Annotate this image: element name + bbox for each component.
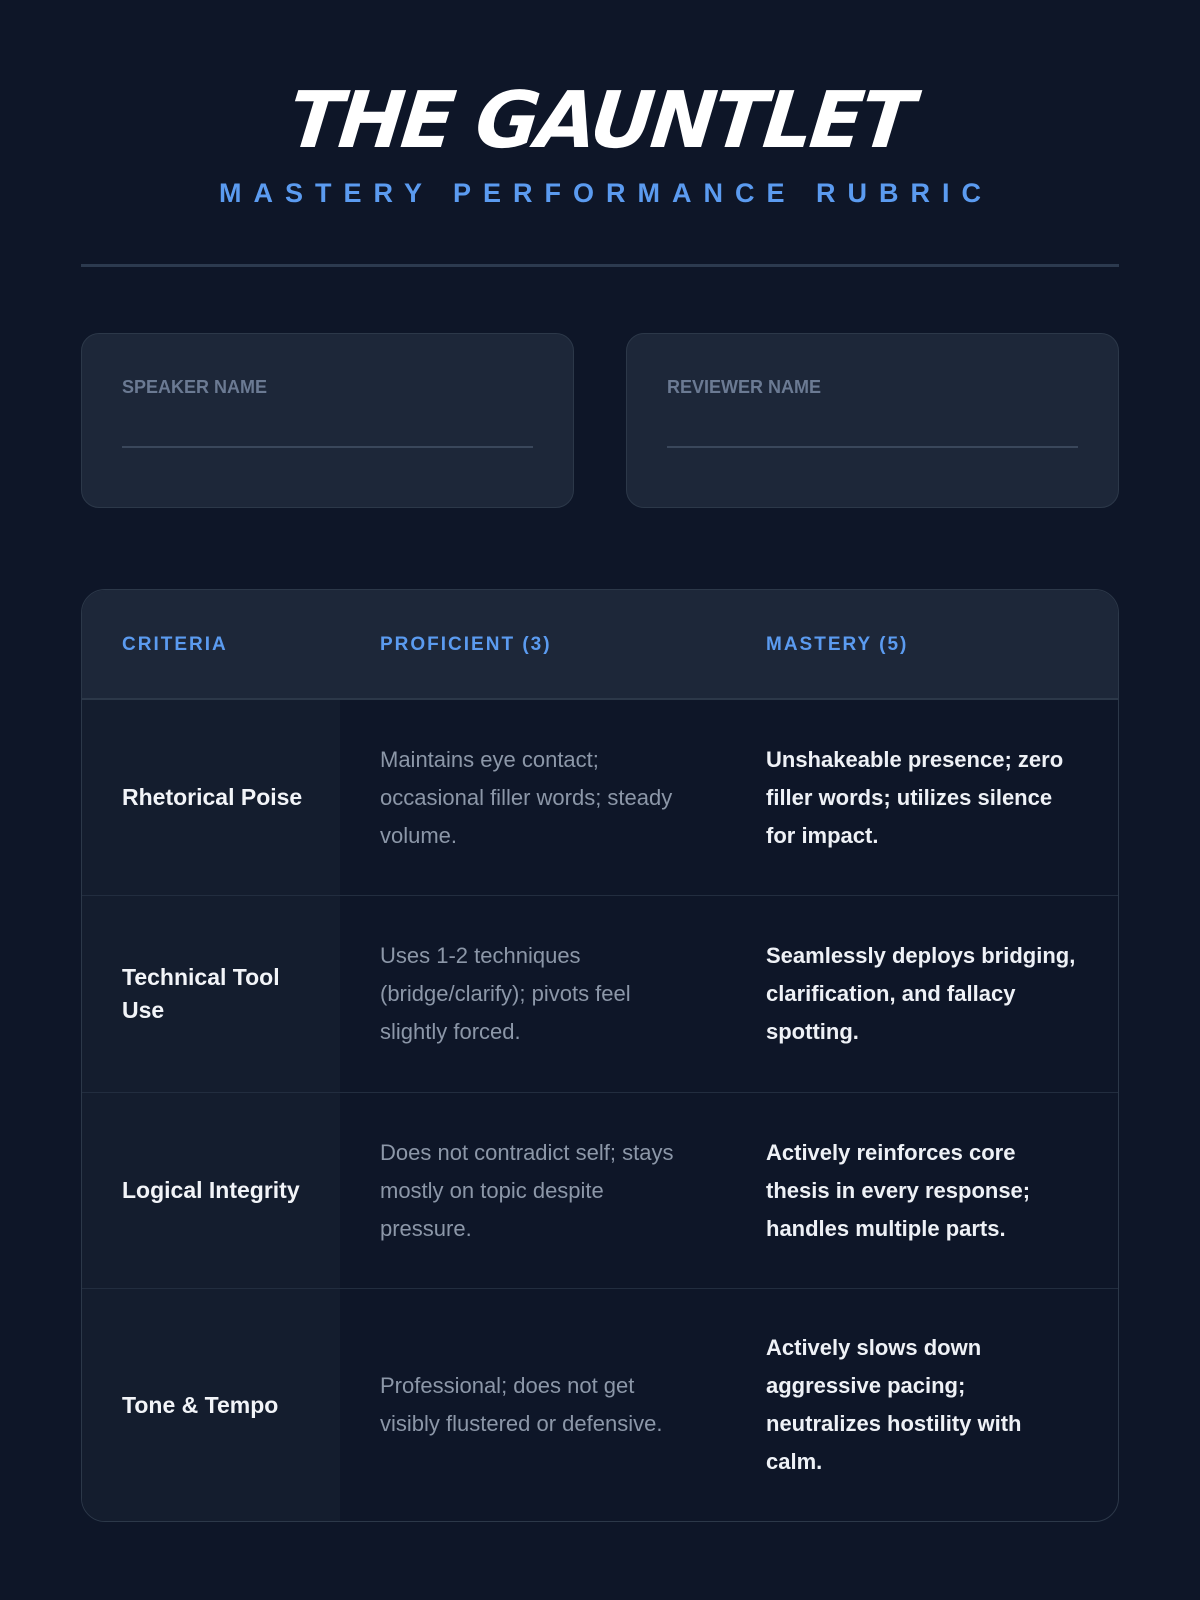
- column-header-mastery: MASTERY (5): [766, 633, 909, 655]
- mastery-cell: Actively slows down aggressive pacing; neutralizes hostility with calm.: [766, 1335, 1022, 1474]
- reviewer-name-field[interactable]: [667, 446, 1078, 448]
- proficient-cell: Maintains eye contact; occasional filler words; steady volume.: [380, 746, 673, 848]
- mastery-cell: Unshakeable presence; zero filler words; utilizes silence for impact.: [766, 746, 1064, 848]
- proficient-cell: Uses 1-2 techniques (bridge/clarify); pivots feel slightly forced.: [380, 943, 631, 1044]
- criteria-cell: Rhetorical Poise: [82, 700, 340, 895]
- criteria-cell: Logical Integrity: [82, 1093, 340, 1288]
- speaker-name-card: [81, 333, 574, 508]
- reviewer-name-label: REVIEWER NAME: [667, 377, 822, 397]
- proficient-cell: Professional; does not get visibly flustered or defensive.: [380, 1373, 663, 1436]
- table-row: [82, 700, 1118, 896]
- header-divider: [81, 264, 1119, 267]
- mastery-cell: Seamlessly deploys bridging, clarification, and fallacy spotting.: [766, 943, 1076, 1044]
- page-subtitle: MASTERY PERFORMANCE RUBRIC: [218, 178, 994, 208]
- mastery-cell: Actively reinforces core thesis in every response; handles multiple parts.: [766, 1139, 1031, 1241]
- table-row: [82, 1289, 1118, 1521]
- speaker-name-field[interactable]: [122, 446, 533, 448]
- reviewer-name-card: [626, 333, 1119, 508]
- column-header-criteria: CRITERIA: [122, 633, 228, 655]
- rubric-header-row: [82, 590, 1118, 700]
- column-header-proficient: PROFICIENT (3): [380, 633, 552, 655]
- table-row: [82, 896, 1118, 1093]
- criteria-cell: Technical Tool Use: [82, 896, 340, 1092]
- proficient-cell: Does not contradict self; stays mostly on topic despite pressure.: [380, 1139, 674, 1241]
- speaker-name-label: SPEAKER NAME: [122, 377, 268, 397]
- table-row: [82, 1093, 1118, 1289]
- name-fields: [81, 333, 1119, 508]
- rubric-table: [81, 589, 1119, 1522]
- criteria-cell: Tone & Tempo: [82, 1289, 340, 1521]
- header: [81, 0, 1119, 207]
- page-title: THE GAUNTLET: [284, 76, 916, 166]
